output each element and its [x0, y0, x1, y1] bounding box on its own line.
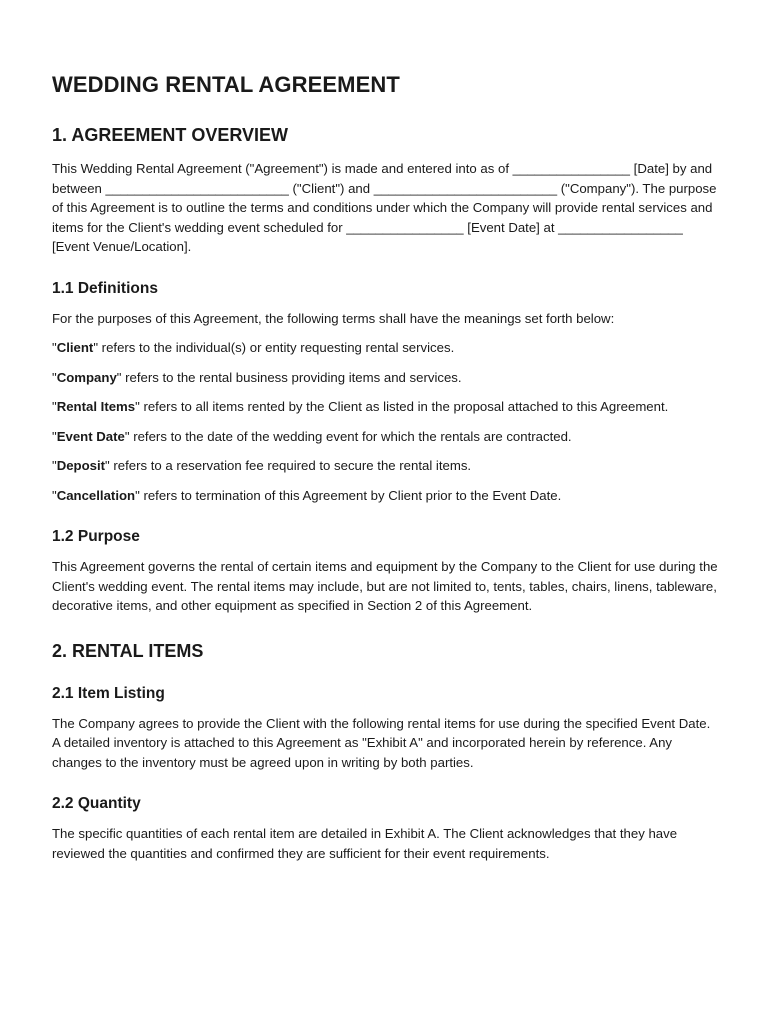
quantity-heading: 2.2 Quantity: [52, 795, 141, 812]
definitions-lead: For the purposes of this Agreement, the following terms shall have the meanings set forth below:: [52, 310, 615, 326]
definition-term: Company: [56, 369, 117, 385]
quantity-paragraph: The specific quantities of each rental item are detailed in Exhibit A. The Client acknowledges that they have reviewed the quantities and confirmed they are sufficient for their event requirements.: [52, 826, 678, 861]
definitions-heading: 1.1 Definitions: [52, 279, 158, 297]
item-listing-heading: 2.1 Item Listing: [52, 684, 165, 702]
definition-item: "Company" refers to the rental business providing items and services.: [52, 369, 462, 385]
definition-term: Event Date: [56, 428, 125, 444]
definition-term: Rental Items: [56, 399, 136, 414]
agreement-intro-paragraph: This Wedding Rental Agreement ("Agreement") is made and entered into as of ________________ [Date] by and between _________________________ ("Client") and _________________________ ("Company"). The purpose of this Agreement is to outline the terms and conditions under which the Company will provide rental services and items for the Client's wedding event scheduled for ________________ [Event Date] at _________________ [Event Venue/Location].: [52, 161, 717, 254]
definition-item: "Rental Items" refers to all items rented by the Client as listed in the proposal attached to this Agreement.: [52, 399, 669, 414]
purpose-paragraph: This Agreement governs the rental of certain items and equipment by the Company to the Client for use during the Client's wedding event. The rental items may include, but are not limited to, tents, tables, chairs, linens, tableware, decorative items, and other equipment as specified in Section 2 of this Agreement.: [52, 559, 718, 613]
section-2-heading: 2. RENTAL ITEMS: [52, 640, 204, 661]
document-title: WEDDING RENTAL AGREEMENT: [52, 72, 400, 97]
definition-term: Client: [56, 340, 94, 355]
definition-term: Cancellation: [56, 487, 136, 503]
item-listing-paragraph: The Company agrees to provide the Client with the following rental items for use during the specified Event Date. A detailed inventory is attached to this Agreement as "Exhibit A" and incorporated herein by reference. Any changes to the inventory must be agreed upon in writing by both parties.: [52, 715, 711, 770]
purpose-heading: 1.2 Purpose: [52, 528, 140, 545]
definition-item: "Event Date" refers to the date of the wedding event for which the rentals are contracted.: [52, 428, 572, 444]
section-1-heading: 1. AGREEMENT OVERVIEW: [52, 125, 289, 145]
definition-item: "Deposit" refers to a reservation fee required to secure the rental items.: [52, 458, 472, 473]
definition-item: "Client" refers to the individual(s) or entity requesting rental services.: [52, 340, 455, 355]
definition-term: Deposit: [56, 458, 106, 473]
definition-item: "Cancellation" refers to termination of this Agreement by Client prior to the Event Date.: [52, 487, 562, 503]
